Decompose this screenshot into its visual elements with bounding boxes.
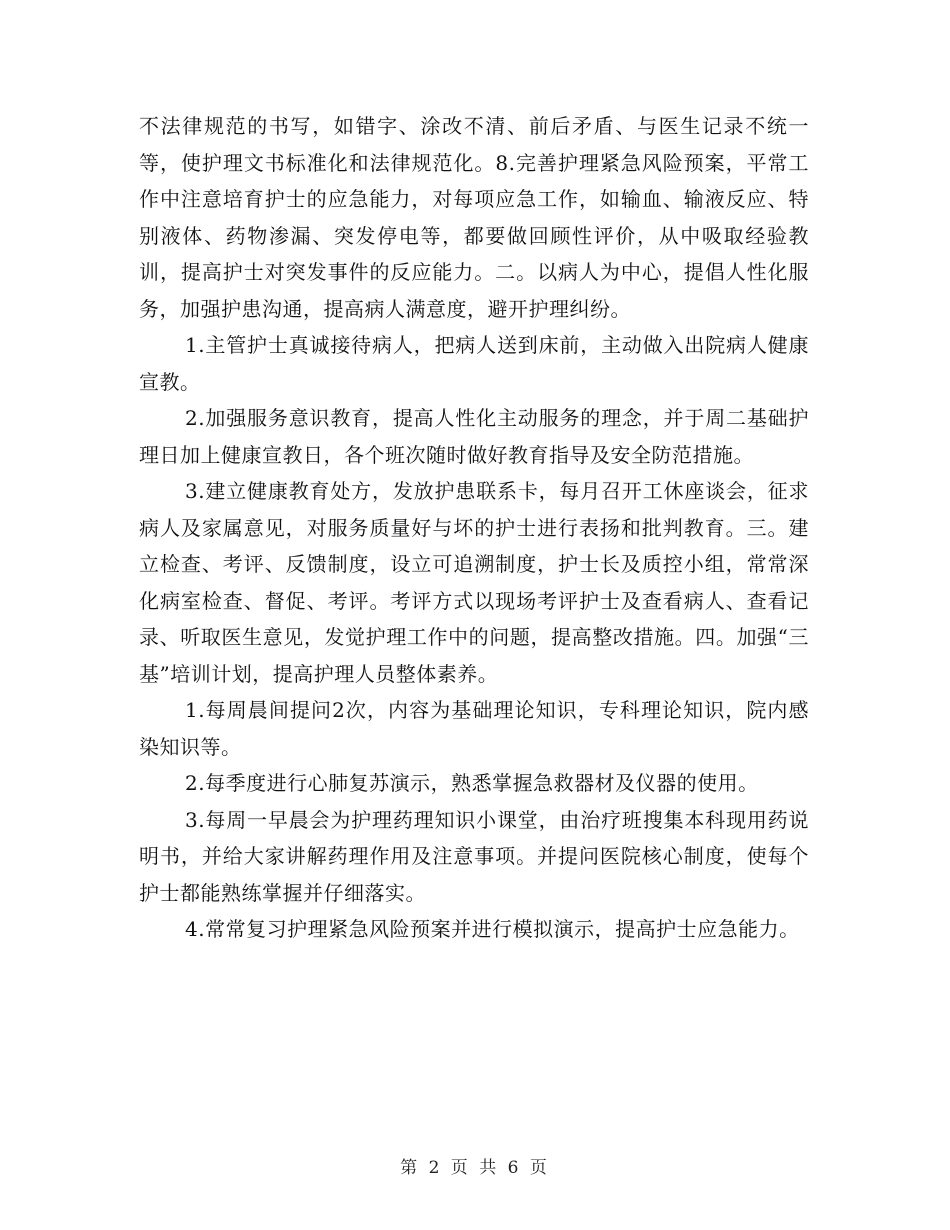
paragraph-7: 3.每周一早晨会为护理药理知识小课堂，由治疗班搜集本科现用药说明书，并给大家讲解药理作用及注意事项。并提问医院核心制度，使每个护士都能熟练掌握并仔细落实。 — [139, 807, 809, 905]
page-number-footer: 第 2 页 共 6 页 — [400, 1158, 550, 1178]
document-body — [139, 108, 809, 948]
paragraph-3: 2.加强服务意识教育，提高人性化主动服务的理念，并于周二基础护理日加上健康宣教日，各个班次随时做好教育指导及安全防范措施。 — [139, 406, 809, 467]
paragraph-4: 3.建立健康教育处方，发放护患联系卡，每月召开工休座谈会，征求病人及家属意见，对服务质量好与坏的护士进行表扬和批判教育。三。建立检查、考评、反馈制度，设立可追溯制度，护士长及质控小组，常常深化病室检查、督促、考评。考评方式以现场考评护士及查看病人、查看记录、听取医生意见，发觉护理工作中的问题，提高整改措施。四。加强“三基”培训计划，提高护理人员整体素养。 — [139, 479, 809, 686]
paragraph-5: 1.每周晨间提问2次，内容为基础理论知识，专科理论知识，院内感染知识等。 — [139, 698, 809, 759]
paragraph-1: 不法律规范的书写，如错字、涂改不清、前后矛盾、与医生记录不统一等，使护理文书标准化和法律规范化。8.完善护理紧急风险预案，平常工作中注意培育护士的应急能力，对每项应急工作，如输血、输液反应、特别液体、药物渗漏、突发停电等，都要做回顾性评价，从中吸取经验教训，提高护士对突发事件的反应能力。二。以病人为中心，提倡人性化服务，加强护患沟通，提高病人满意度，避开护理纠纷。 — [139, 114, 809, 321]
paragraph-8: 4.常常复习护理紧急风险预案并进行模拟演示，提高护士应急能力。 — [185, 917, 800, 941]
paragraph-6: 2.每季度进行心肺复苏演示，熟悉掌握急救器材及仪器的使用。 — [185, 771, 759, 795]
paragraph-2: 1.主管护士真诚接待病人，把病人送到床前，主动做入出院病人健康宣教。 — [139, 333, 809, 394]
